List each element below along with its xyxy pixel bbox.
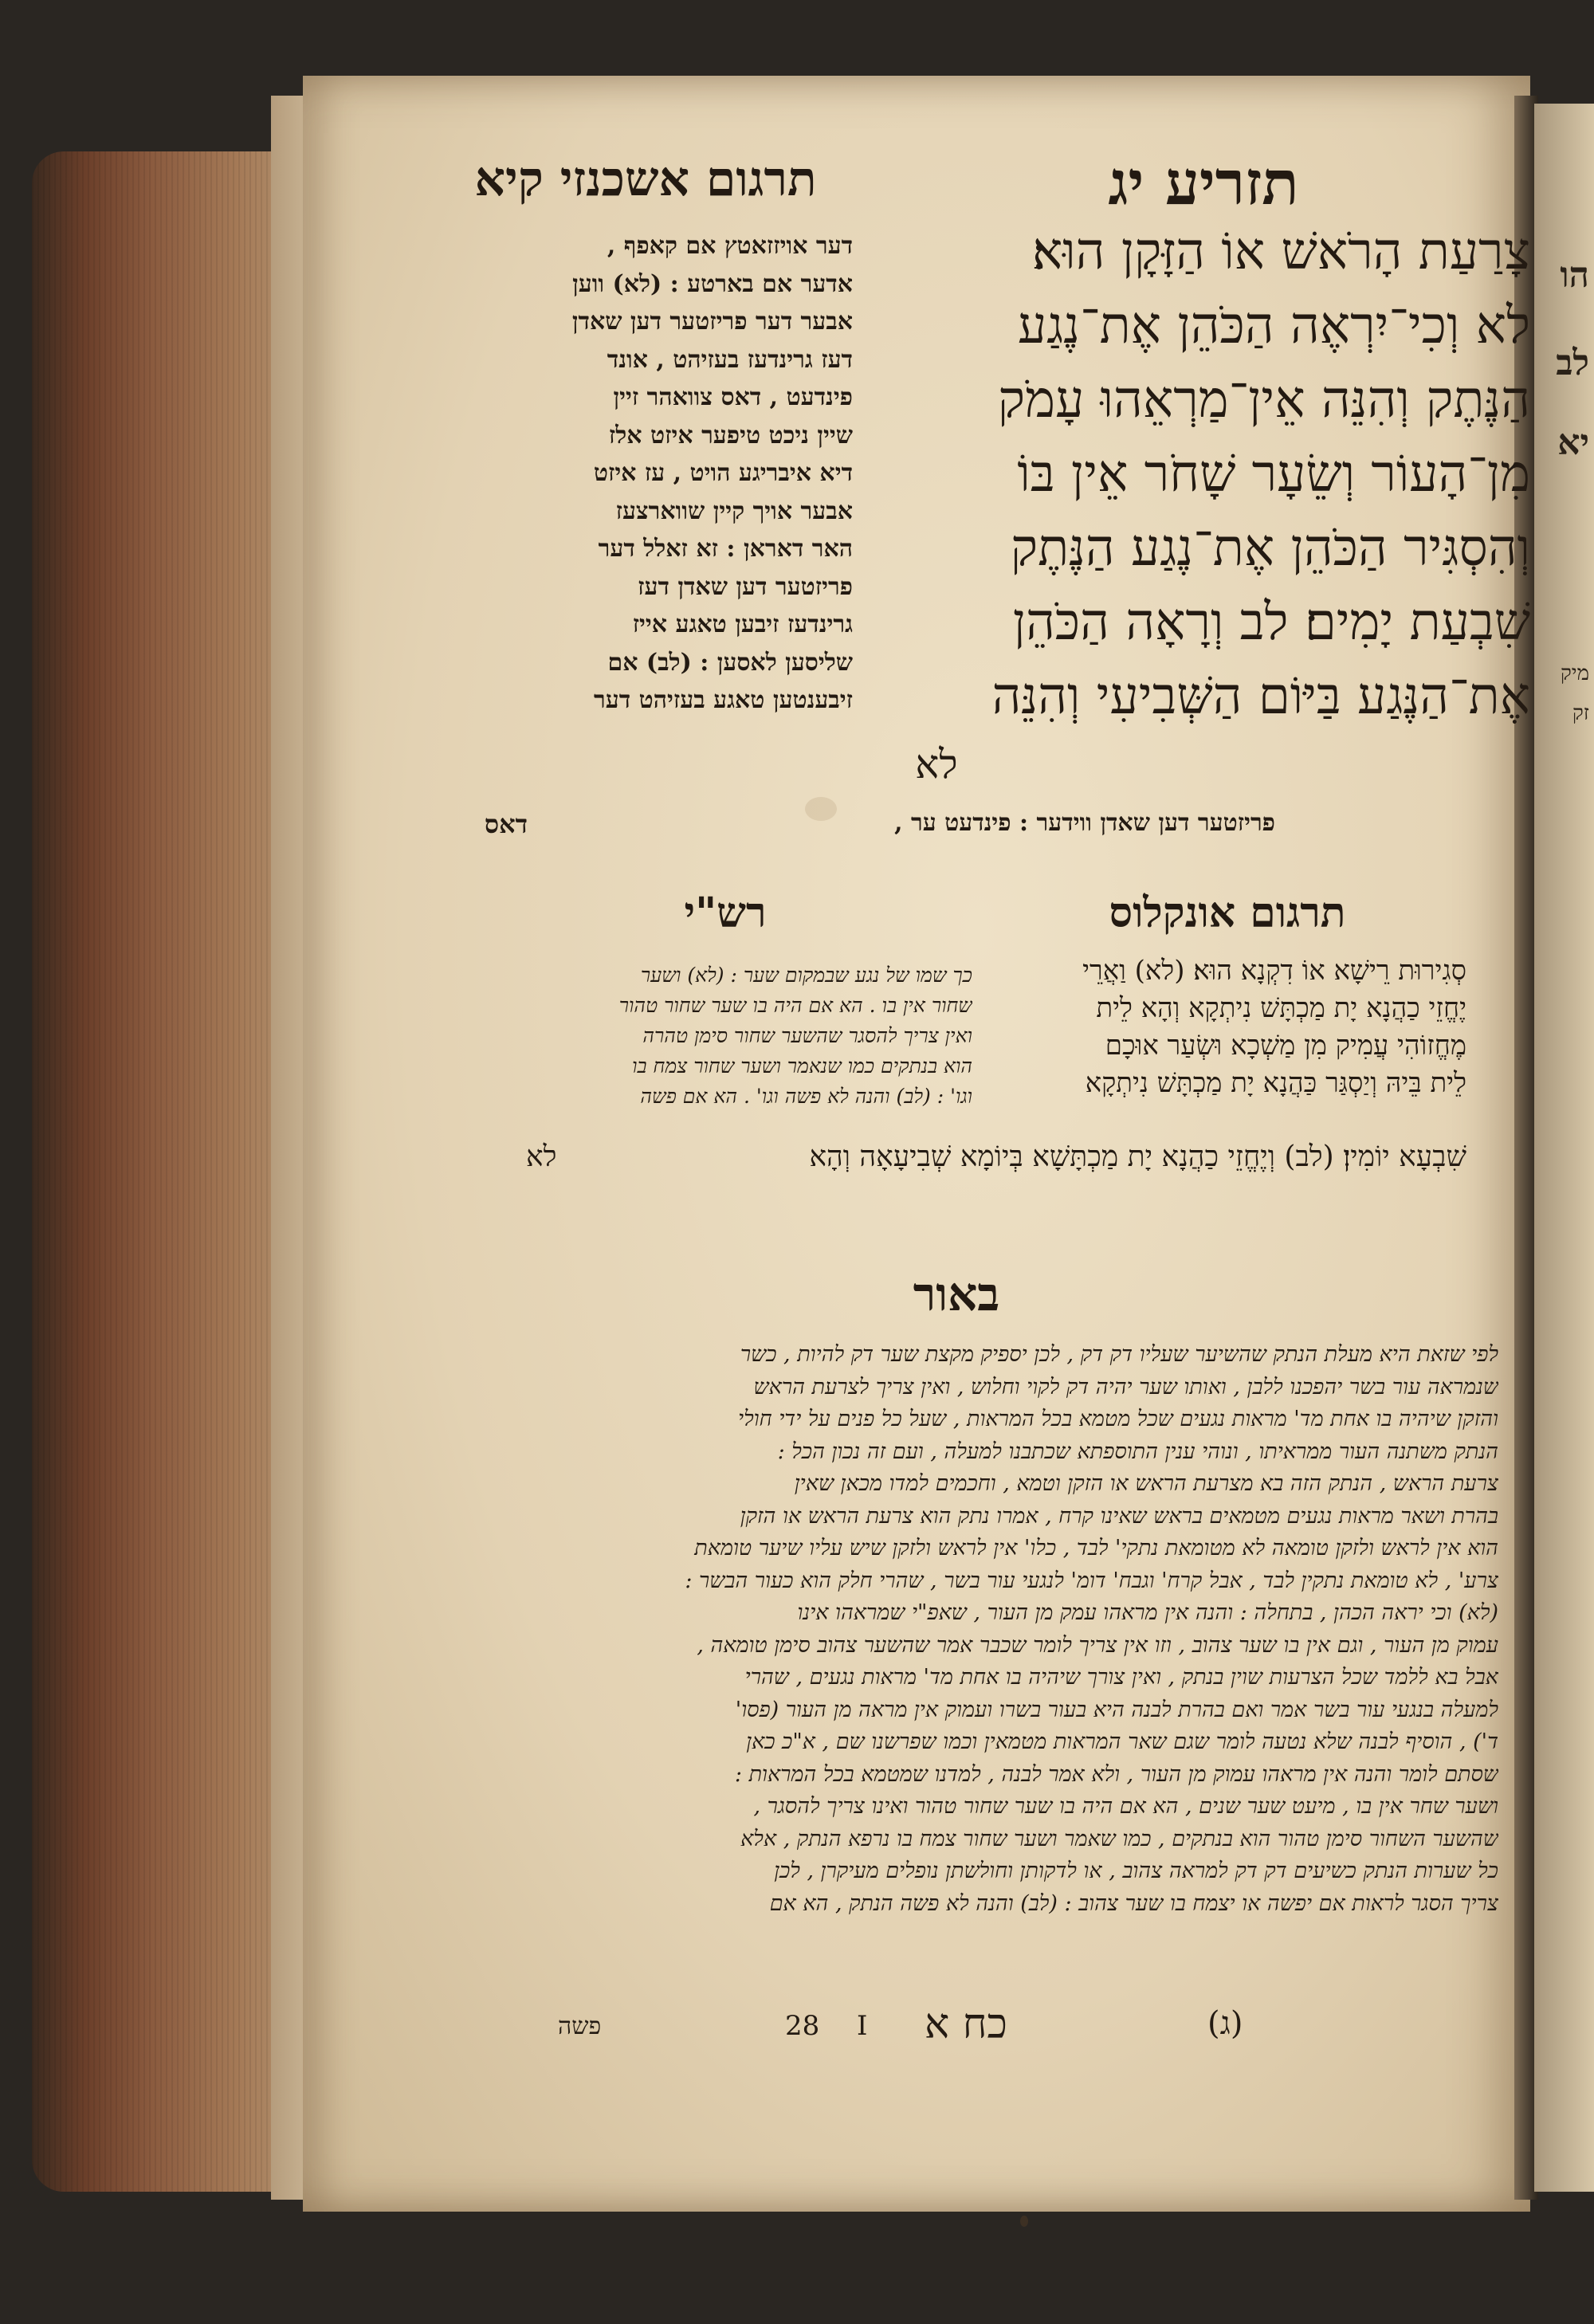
biur-line: ושער שחר אין בו , מיעט שער שנים , הא אם היה בו שער שחור טהור ואינו צריך להסגר , [753, 1794, 1498, 1819]
yiddish-line: דער אויזזאטץ אם קאפף , [607, 232, 853, 260]
biur-line: שסתם לומר והנה אין מראהו עמוק מן העור , ולא אמר לבנה , למדנו שמטמא בכל המראות : [734, 1761, 1498, 1787]
parashah-header: תזריע יג [1108, 147, 1299, 218]
facing-page-text: זק [1572, 701, 1589, 725]
biur-commentary [462, 1339, 1498, 1920]
biur-line: הוא אין לראש ולזקן טומאה לא מטומאת נתקי' לבד , כלו' אין לראש ולזקן שיש עליו שיער טומאת [694, 1536, 1498, 1560]
rashi-line: וגו' : (לב) והנה לא פשה וגו' . הא אם פשה [640, 1085, 972, 1108]
torah-line: שִׁבְעַת יָמִים׃ לב וְרָאָה הַכֹּהֵן [1012, 593, 1530, 652]
paper-stain [805, 797, 837, 821]
yiddish-line: זיבענטען טאגע בעזיהט דער [594, 686, 853, 714]
biur-line: צריך הסגר לראות אם יפשה או יצמח בו שער צהוב : (לב) והנה לא פשה הנתק , הא אם [769, 1890, 1498, 1916]
torah-line: מִן־הָעוֹר וְשֵׂעָר שָׁחֹר אֵין בּוֹ [1017, 445, 1530, 504]
yiddish-line: האר דאראן : זא זאלל דער [598, 535, 853, 563]
onkelos-line: סְגִירוּת רֵישָׁא אוֹ דִקְנָא הוּא׃ (לא) וַאֲרֵי [1082, 955, 1466, 987]
yiddish-line: גרינדעז זיבען טאגע אייז [632, 610, 853, 638]
biur-line: שנמראה עור בשר יהפכנו ללבן , ואותו שער יהיה דק לקוי וחלוש , ואין צריך לצרעת הראש [753, 1374, 1498, 1400]
yiddish-line: שיין ניכט טיפער איזט אלז [608, 421, 853, 449]
rashi-line: שחור אין בו . הא אם היה בו שער שחור טהור [618, 994, 972, 1017]
rashi-text [454, 960, 972, 1112]
page-number: 28 [785, 2010, 820, 2042]
yiddish-line: שליסען לאסען : (לב) אם [607, 648, 853, 677]
yiddish-translation [446, 227, 853, 720]
onkelos-line: יֶחֱזֵי כַהֲנָא יָת מַכְתָּשׁ נִיתְקָא וְהָא לֵית [1096, 992, 1466, 1024]
yiddish-line: אבער אויך קיין שווארצעז [615, 497, 853, 525]
yiddish-line: אדער אם בארטע : (לא) ווען [572, 269, 853, 298]
torah-line: לא וְכִי־יִרְאֶה הַכֹּהֵן אֶת־נֶגַע [1017, 296, 1530, 355]
yiddish-tail-line: פריזטער דען שאדן ווידער : פינדעט ער , [894, 809, 1275, 837]
onkelos-heading: תרגום אונקלוס [1109, 889, 1346, 937]
torah-text [869, 215, 1530, 734]
torah-catchword: לא [915, 741, 958, 787]
rashi-line: ואין צריך להסגר שהשער שחור סימן טהרה [642, 1024, 972, 1047]
onkelos-line: מֶחֱזוֹהִי עֲמִיק מִן מַשְׁכָא וּשְׂעַר אוּכָם [1105, 1030, 1466, 1062]
onkelos-line: לֵית בֵּיהּ וְיַסְגַּר כַּהֲנָא יָת מַכְתָּשׁ נִיתְקָא [1085, 1067, 1466, 1099]
rashi-line: כך שמו של נגע שבמקום שער : (לא) ושער [640, 964, 972, 987]
yiddish-catchword: דאס [484, 809, 528, 839]
torah-line: הַנֶּתֶק וְהִנֵּה אֵין־מַרְאֵהוּ עָמֹק [997, 371, 1530, 430]
facing-page-text: לב [1556, 343, 1589, 383]
paper-stain [1020, 2216, 1028, 2227]
yiddish-line: דעז גרינדעז בעזיהט , אונד [607, 345, 853, 374]
facing-page-text: יא [1557, 422, 1589, 463]
yiddish-line: אבער דער פריזטער דען שאדן [571, 308, 853, 336]
facing-page-text: הו [1560, 255, 1589, 296]
torah-line: צָרַעַת הָרֹאשׁ אוֹ הַזָּקָן הוּא׃ [1031, 222, 1530, 281]
torah-line: וְהִסְגִּיר הַכֹּהֵן אֶת־נֶגַע הַנֶּתֶק [1010, 519, 1530, 578]
biur-line: כל שערות הנתק כשיעים דק דק למראה צהוב , או לדקותן וחולשתן נופלים מעיקרן , לכן [774, 1859, 1498, 1883]
biur-line: ד') , הוסיף לבנה שלא נטעה לומר שגם שאר המראות מטמאין וכמו שפרשנו שם , א"כ כאן [746, 1729, 1498, 1754]
gathering-roman-numeral: I [857, 2010, 868, 2042]
biur-line: צרע' , לא טומאת נתקין לבד , אבל קרח' וגבח' דומ' לנגעי עור בשר , שהרי חלק הוא כעור הבשר : [685, 1568, 1498, 1593]
yiddish-translation-header: תרגום אשכנזי קיא [474, 151, 817, 207]
biur-heading: באור [913, 1267, 1000, 1321]
biur-line: למעלה בנגעי עור בשר אמר ואם בהרת לבנה היא בעור בשרו ועמוק אין מראה מן העור (פסו' [735, 1697, 1498, 1722]
biur-line: לפי שזאת היא מעלת הנתק שהשיער שעליו דק דק , לכן יספיק מקצת שער דק להיות , כשר [740, 1342, 1498, 1367]
facing-page-fragment [1534, 104, 1594, 2192]
signature-mark: כח א [925, 2000, 1007, 2048]
torah-line: אֶת־הַנֶּגַע בַּיּוֹם הַשְּׁבִיעִי וְהִנֵּה [991, 667, 1530, 726]
onkelos-full-line: שִׁבְעָא יוֹמִין׃ (לב) וְיֶחֱזֵי כַהֲנָא יָת מַכְתָּשָׁא בְּיוֹמָא שְׁבִיעָאָה וְהָא [809, 1140, 1466, 1173]
footer-catchword: פשה [558, 2012, 602, 2040]
facing-page-text: מיק [1560, 661, 1589, 685]
rashi-line: הוא בנתקים כמו שנאמר ושער שחור צמח בו [632, 1054, 972, 1078]
gathering-mark: (ג) [1207, 2005, 1243, 2042]
yiddish-line: פינדעט , דאס צוואהר זיין [613, 383, 853, 411]
biur-line: שהשער השחור סימן טהור הוא בנתקים , כמו שאמר ושער שחור צמח בו נרפא הנתק , אלא [740, 1826, 1498, 1851]
biur-line: עמוק מן העור , וגם אין בו שער צהוב , וזו אין צריך לומר שכבר אמר שהשער צהוב סימן טומאה , [697, 1632, 1498, 1658]
onkelos-catchword: לא [526, 1140, 557, 1173]
biur-line: אבל בא ללמד שכל הצרעות שוין בנתק , ואין צורך שיהיה בו אחת מד' מראות נגעים , שהרי [744, 1665, 1498, 1690]
biur-line: הנתק משתנה העור ממראיתו , ונוהי ענין התוספתא שכתבנו למעלה , ועם זה נכון הכל : [777, 1439, 1498, 1464]
biur-line: צרעת הראש , הנתק הזה בא מצרעת הראש או הזקן וטמא , וחכמים למדו מכאן שאין [794, 1471, 1498, 1496]
onkelos-text [988, 952, 1466, 1102]
yiddish-line: דיא איבריגע הויט , עז איזט [593, 459, 853, 487]
biur-line: בהרת ושאר מראות נגעים מטמאים בראש שאינו קרח , אמרו נתק הוא צרעת הראש או הזקן [740, 1503, 1498, 1529]
biur-line: (לא) וכי יראה הכהן , בתחלה : והנה אין מראהו עמק מן העור , שאפ"י שמראהו אינו [797, 1600, 1498, 1625]
biur-line: והזקן שיהיה בו אחת מד' מראות נגעים שכל מטמא בכל המראות , שעל כל פנים על ידי חולי [738, 1407, 1498, 1431]
yiddish-line: פריזטער דען שאדן דעז [638, 572, 853, 601]
rashi-heading: רש"י [684, 889, 767, 937]
